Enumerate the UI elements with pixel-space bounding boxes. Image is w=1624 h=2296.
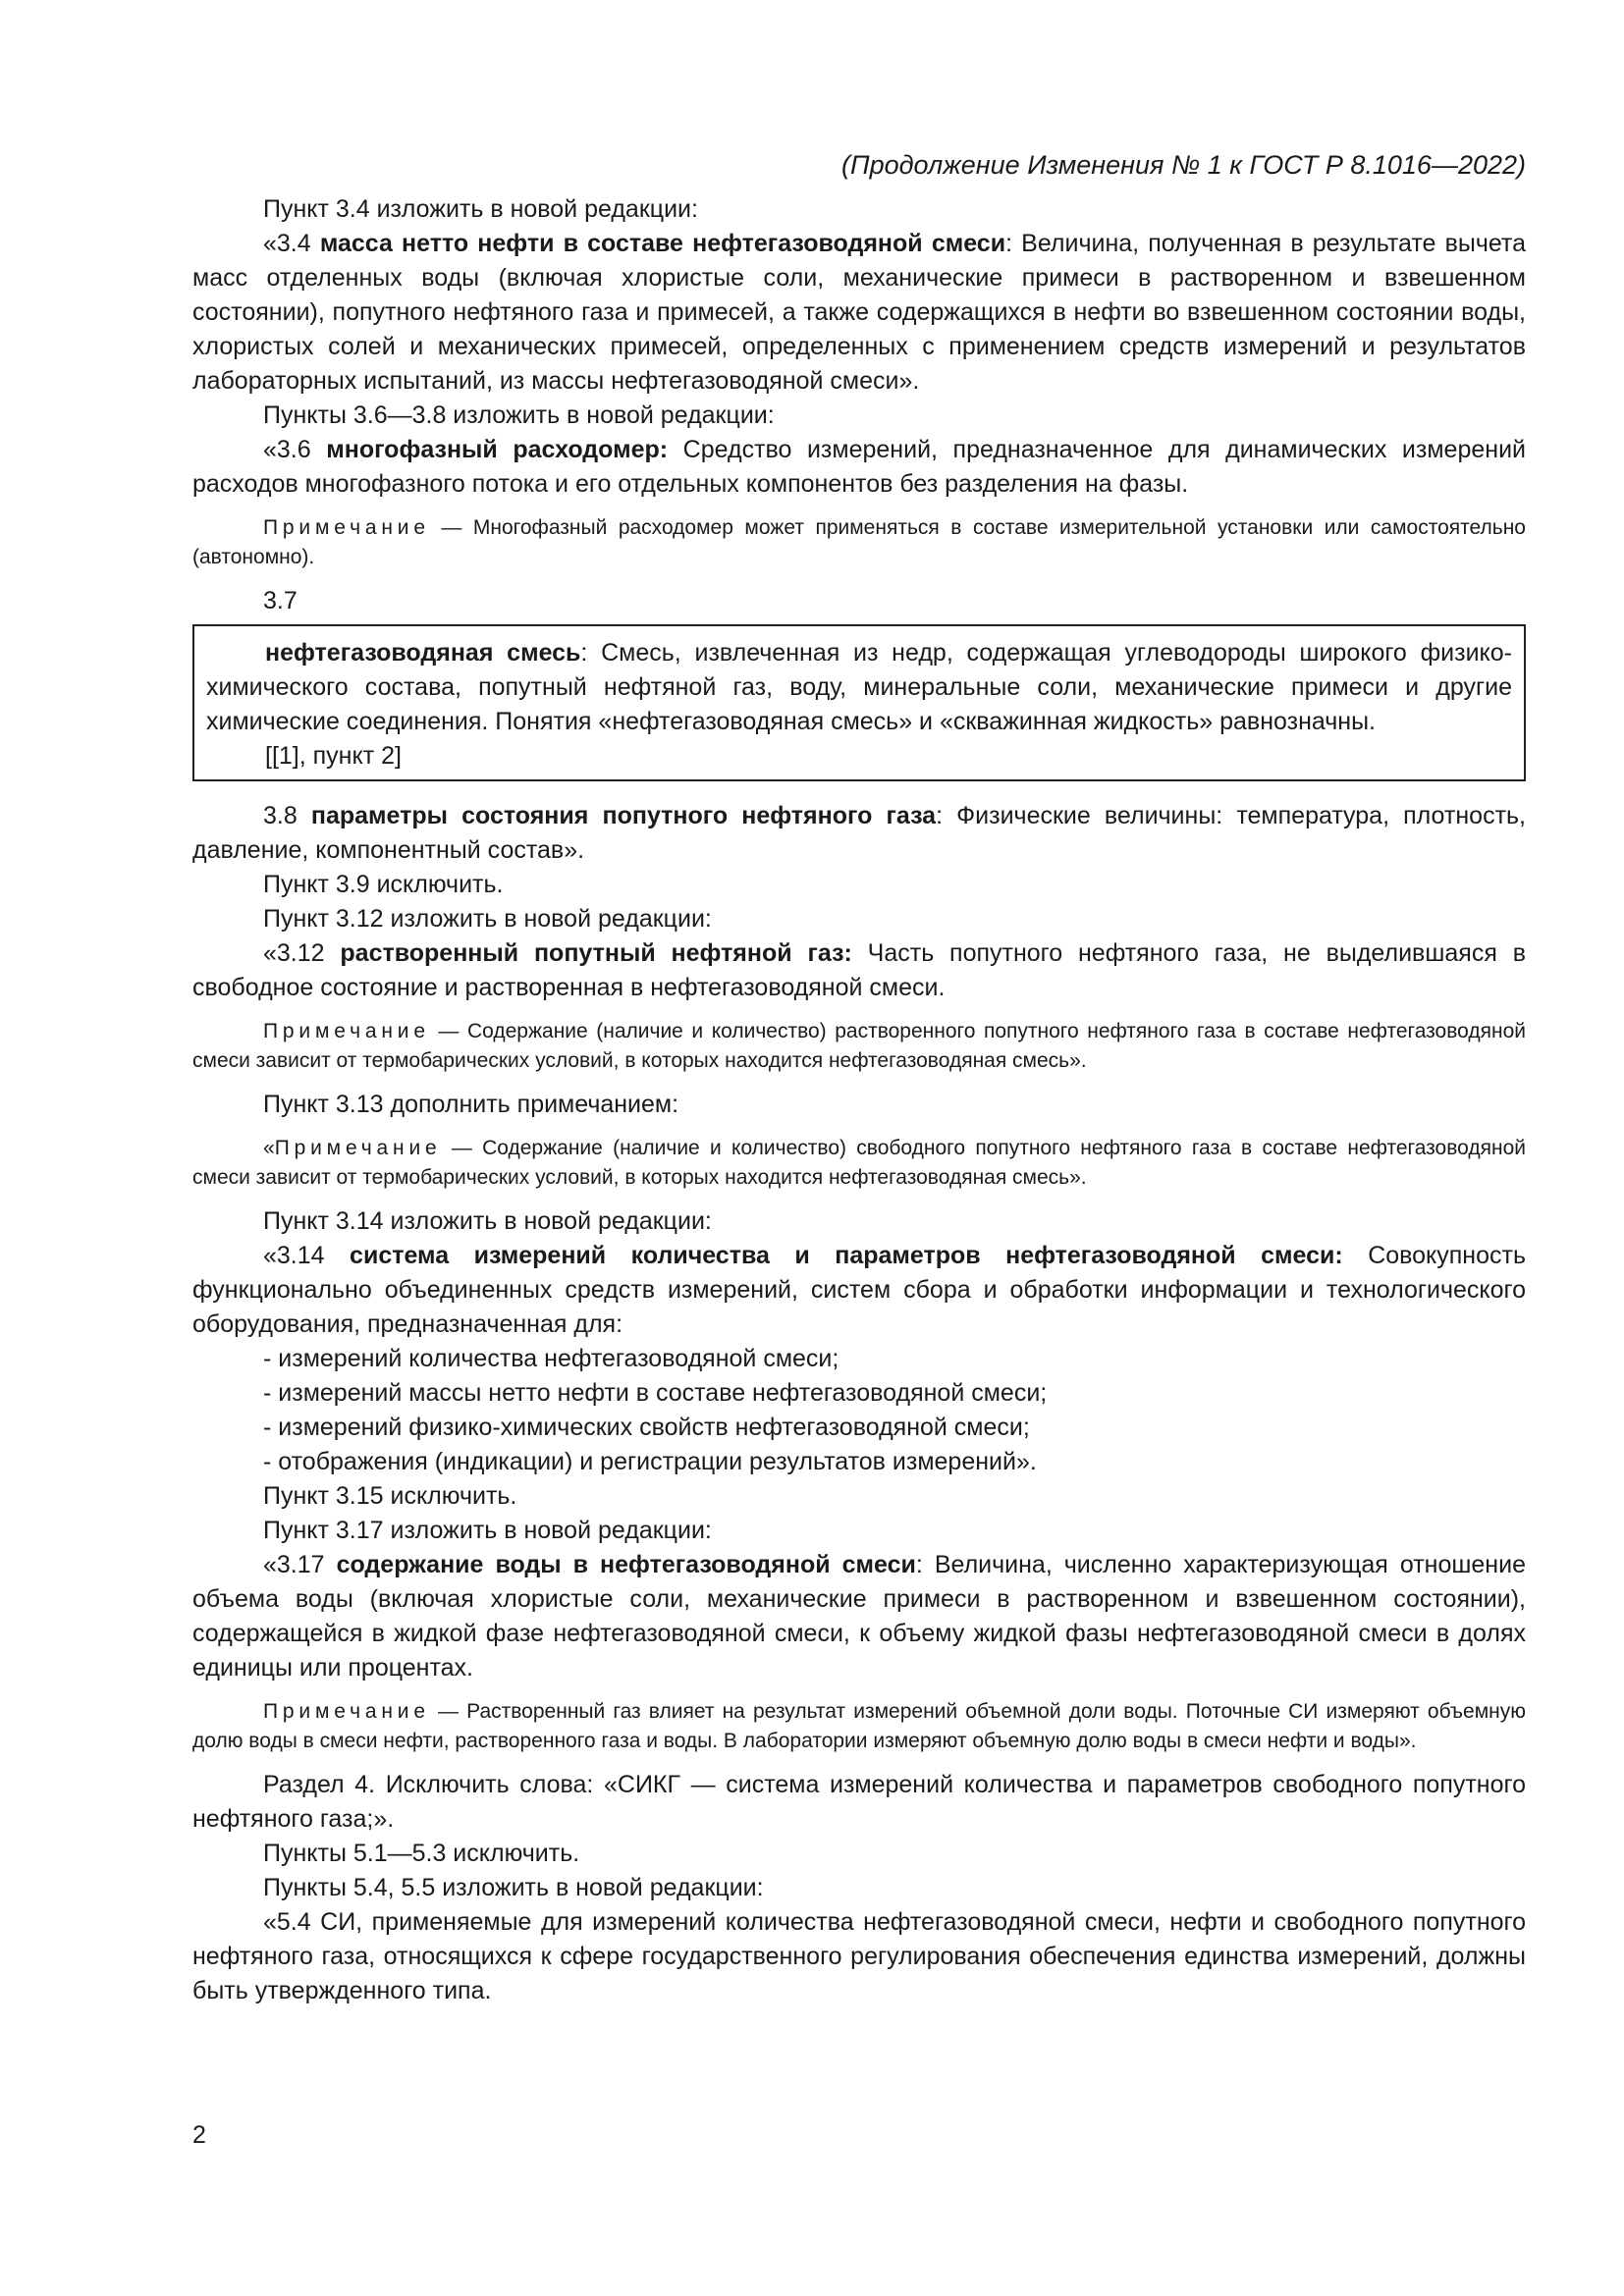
running-header: (Продолжение Изменения № 1 к ГОСТ Р 8.1016—2022) xyxy=(841,150,1526,180)
paragraph: Пункты 3.6—3.8 изложить в новой редакции: xyxy=(263,401,775,429)
source-reference: [[1], пункт 2] xyxy=(265,742,402,770)
definition-paragraph xyxy=(206,636,1512,739)
paragraph: Пункт 3.4 изложить в новой редакции: xyxy=(263,195,698,223)
note-text: — Содержание (наличие и количество) свободного попутного нефтяного газа в составе нефтегазоводяной смеси зависит от термобарических условий, в которых находится нефтегазоводяная смесь». xyxy=(192,1137,1526,1189)
term-number: «3.17 xyxy=(263,1551,337,1578)
term: многофазный расходомер: xyxy=(326,436,669,463)
note-text: — Растворенный газ влияет на результат измерений объемной доли воды. Поточные СИ измеряют объемную долю воды в смеси нефти, растворенного газа и воды. В лаборатории измеряют объемную долю воды в смеси нефти и воды». xyxy=(192,1700,1526,1752)
definition-text: : Смесь, извлеченная из недр, содержащая углеводороды широкого физико-химического состава, попутный нефтяной газ, воду, минеральные соли, механические примеси и другие химические соединения. Понятия «нефтегазоводяная смесь» и «скважинная жидкость» равнозначны. xyxy=(206,639,1512,735)
paragraph: Пункт 3.13 дополнить примечанием: xyxy=(263,1091,679,1118)
paragraph: Пункт 3.12 изложить в новой редакции: xyxy=(263,905,712,933)
term-number: «3.4 xyxy=(263,230,320,257)
definition-paragraph xyxy=(192,1239,1526,1342)
page-number: 2 xyxy=(192,2121,206,2149)
paragraph: Пункт 3.15 исключить. xyxy=(263,1482,517,1510)
term: система измерений количества и параметров нефтегазоводяной смеси: xyxy=(350,1242,1343,1269)
list-item: - измерений физико-химических свойств нефтегазоводяной смеси; xyxy=(263,1414,1030,1441)
term: растворенный попутный нефтяной газ: xyxy=(340,939,852,967)
definition-text: : Величина, полученная в результате вычета масс отделенных воды (включая хлористые соли, механические примеси в растворенном и взвешенном состоянии), попутного нефтяного газа и примесей, а также содержащихся в нефти во взвешенном состоянии воды, хлористых солей и механических примесей, определенных с применением средств измерений и результатов лабораторных испытаний, из массы нефтегазоводяной смеси». xyxy=(192,230,1526,395)
note-label: Примечание xyxy=(263,516,430,539)
note xyxy=(192,513,1526,572)
definition-text: Средство измерений, предназначенное для динамических измерений расходов многофазного потока и его отдельных компонентов без разделения на фазы. xyxy=(192,436,1526,498)
paragraph: Пункты 5.4, 5.5 изложить в новой редакции: xyxy=(263,1874,764,1901)
definition-text: : Физические величины: температура, плотность, давление, компонентный состав». xyxy=(192,802,1526,864)
framed-definition-box xyxy=(192,624,1526,781)
note-label: Примечание xyxy=(274,1137,442,1159)
note-label: Примечание xyxy=(263,1020,430,1042)
note xyxy=(192,1697,1526,1756)
paragraph: Раздел 4. Исключить слова: «СИКГ — система измерений количества и параметров свободного попутного нефтяного газа;». xyxy=(192,1771,1526,1833)
list-item: - измерений массы нетто нефти в составе нефтегазоводяной смеси; xyxy=(263,1379,1048,1407)
term-number: «3.6 xyxy=(263,436,327,463)
list-item: - измерений количества нефтегазоводяной смеси; xyxy=(263,1345,839,1372)
term-number-label: 3.7 xyxy=(263,587,298,614)
definition-paragraph xyxy=(192,433,1526,502)
definition-paragraph xyxy=(192,799,1526,868)
term-number: «3.12 xyxy=(263,939,341,967)
note xyxy=(192,1134,1526,1193)
definition-paragraph xyxy=(192,936,1526,1005)
definition-text: Совокупность функционально объединенных средств измерений, систем сбора и обработки информации и технологического оборудования, предназначенная для: xyxy=(192,1242,1526,1338)
paragraph: Пункты 5.1—5.3 исключить. xyxy=(263,1840,580,1867)
note-text: — Многофазный расходомер может применяться в составе измерительной установки или самостоятельно (автономно). xyxy=(192,516,1526,568)
note-label: Примечание xyxy=(263,1700,430,1723)
term: нефтегазоводяная смесь xyxy=(265,639,581,667)
definition-paragraph xyxy=(192,227,1526,399)
definition-text: : Величина, численно характеризующая отношение объема воды (включая хлористые соли, механические примеси в растворенном и взвешенном состоянии), содержащейся в жидкой фазе нефтегазоводяной смеси, к объему жидкой фазы нефтегазоводяной смеси в долях единицы или процентах. xyxy=(192,1551,1526,1682)
term: масса нетто нефти в составе нефтегазоводяной смеси xyxy=(319,230,1006,257)
definition-paragraph xyxy=(192,1548,1526,1685)
term: содержание воды в нефтегазоводяной смеси xyxy=(336,1551,916,1578)
note xyxy=(192,1017,1526,1076)
quote-mark: « xyxy=(263,1137,275,1159)
term-number: 3.8 xyxy=(263,802,311,829)
term: параметры состояния попутного нефтяного газа xyxy=(310,802,937,829)
term-number: «3.14 xyxy=(263,1242,351,1269)
list-item: - отображения (индикации) и регистрации результатов измерений». xyxy=(263,1448,1037,1475)
paragraph: Пункт 3.14 изложить в новой редакции: xyxy=(263,1207,712,1235)
paragraph: «5.4 СИ, применяемые для измерений количества нефтегазоводяной смеси, нефти и свободного попутного нефтяного газа, относящихся к сфере государственного регулирования обеспечения единства измерений, должны быть утвержденного типа. xyxy=(192,1908,1526,2004)
definition-text: Часть попутного нефтяного газа, не выделившаяся в свободное состояние и растворенная в нефтегазоводяной смеси. xyxy=(192,939,1526,1001)
paragraph: Пункт 3.17 изложить в новой редакции: xyxy=(263,1517,712,1544)
paragraph: Пункт 3.9 исключить. xyxy=(263,871,504,898)
note-text: — Содержание (наличие и количество) растворенного попутного нефтяного газа в составе нефтегазоводяной смеси зависит от термобарических условий, в которых находится нефтегазоводяная смесь». xyxy=(192,1020,1526,1072)
